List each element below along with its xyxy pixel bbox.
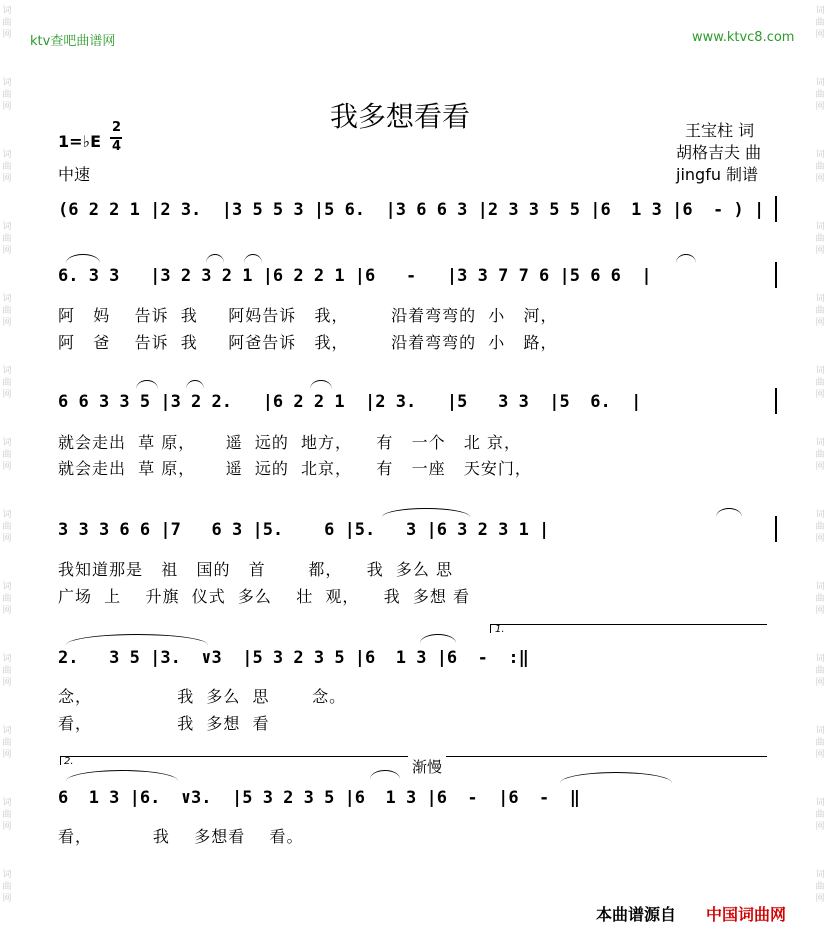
watermark-char: 词: [815, 726, 825, 736]
watermark-char: 网: [2, 462, 12, 472]
lyric-row-5-verse-2: 看， 我 多想 看: [58, 714, 270, 733]
lyric-row-6: 看， 我 多想看 看。: [58, 827, 304, 846]
watermark-char: 词: [815, 366, 825, 376]
ritardando-marking: 渐慢: [408, 756, 446, 777]
watermark-char: 词: [2, 366, 12, 376]
watermark-char: 词: [2, 654, 12, 664]
slur: [136, 380, 158, 389]
watermark-char: 网: [815, 30, 825, 40]
watermark-char: 词: [815, 870, 825, 880]
watermark-char: 网: [2, 390, 12, 400]
watermark-char: 曲: [815, 306, 825, 316]
watermark-char: 网: [2, 30, 12, 40]
watermark-char: 网: [2, 102, 12, 112]
slur: [370, 770, 400, 779]
watermark-char: 网: [815, 246, 825, 256]
lyric-row-3-verse-1: 就会走出 草 原， 遥 远的 地方， 有 一个 北 京，: [58, 433, 521, 452]
watermark-char: 网: [2, 534, 12, 544]
watermark-char: 词: [815, 150, 825, 160]
watermark-char: 词: [2, 222, 12, 232]
slur: [382, 508, 470, 517]
composer: 胡格吉夫 曲: [676, 143, 762, 162]
slur: [66, 254, 100, 263]
slur: [310, 380, 332, 389]
watermark-char: 曲: [2, 378, 12, 388]
source-name: 中国词曲网: [706, 905, 787, 924]
watermark-char: 网: [815, 750, 825, 760]
watermark-char: 曲: [815, 594, 825, 604]
score-row-5-notes: 2. 3 5 |3. ∨3 |5 3 2 3 5 |6 1 3 |6 - :‖: [58, 648, 529, 668]
watermark-char: 曲: [815, 522, 825, 532]
time-signature-bottom: 4: [112, 139, 122, 154]
slur: [66, 770, 178, 781]
watermark-char: 曲: [815, 738, 825, 748]
watermark-char: 曲: [2, 450, 12, 460]
watermark-char: 曲: [815, 18, 825, 28]
slur: [716, 508, 742, 517]
song-title: 我多想看看: [330, 100, 471, 133]
watermark-char: 网: [2, 678, 12, 688]
watermark-char: 曲: [2, 18, 12, 28]
watermark-char: 词: [815, 78, 825, 88]
watermark-char: 曲: [2, 162, 12, 172]
watermark-char: 词: [815, 510, 825, 520]
slur: [66, 634, 208, 645]
left-watermark-strip: [0, 0, 14, 950]
lyric-row-4-verse-2: 广场 上 升旗 仪式 多么 壮 观， 我 多想 看: [58, 587, 470, 606]
watermark-char: 词: [815, 798, 825, 808]
slur: [244, 254, 262, 263]
watermark-char: 曲: [2, 666, 12, 676]
watermark-char: 网: [815, 462, 825, 472]
watermark-char: 词: [2, 582, 12, 592]
watermark-char: 曲: [2, 234, 12, 244]
watermark-char: 词: [815, 294, 825, 304]
tempo-marking: 中速: [58, 165, 91, 184]
watermark-char: 曲: [2, 882, 12, 892]
score-row-1-notes: (6 2 2 1 |2 3. |3 5 5 3 |5 6. |3 6 6 3 |2 3 3 5 5 |6 1 3 |6 - ) |: [58, 200, 765, 220]
second-ending-label: 2.: [64, 756, 74, 767]
slur: [560, 772, 672, 783]
watermark-char: 网: [2, 822, 12, 832]
right-watermark-strip: [813, 0, 827, 950]
watermark-char: 词: [2, 6, 12, 16]
barline: [775, 388, 777, 414]
watermark-char: 曲: [815, 666, 825, 676]
watermark-char: 词: [2, 798, 12, 808]
lyric-row-4-verse-1: 我知道那是 祖 国的 首 都， 我 多么 思: [58, 560, 453, 579]
arranger: jingfu 制谱: [676, 165, 759, 184]
watermark-char: 曲: [2, 810, 12, 820]
watermark-char: 曲: [815, 450, 825, 460]
watermark-char: 网: [2, 894, 12, 904]
site-name-left: ktv查吧曲谱网: [30, 34, 116, 49]
lyricist: 王宝柱 词: [685, 121, 755, 140]
lyric-row-3-verse-2: 就会走出 草 原， 遥 远的 北京， 有 一座 天安门，: [58, 459, 532, 478]
watermark-char: 网: [2, 606, 12, 616]
watermark-char: 网: [815, 174, 825, 184]
watermark-char: 词: [2, 870, 12, 880]
score-row-4-notes: 3 3 3 6 6 |7 6 3 |5. 6 |5. 3 |6 3 2 3 1 |: [58, 520, 550, 540]
watermark-char: 曲: [2, 306, 12, 316]
watermark-char: 词: [815, 582, 825, 592]
first-ending-bracket: [490, 624, 767, 633]
barline: [775, 196, 777, 222]
watermark-char: 词: [815, 6, 825, 16]
barline: [775, 516, 777, 542]
lyric-row-2-verse-2: 阿 爸 告诉 我 阿爸告诉 我， 沿着弯弯的 小 路，: [58, 333, 558, 352]
watermark-char: 词: [815, 222, 825, 232]
watermark-char: 词: [2, 438, 12, 448]
watermark-char: 网: [2, 750, 12, 760]
watermark-char: 网: [2, 246, 12, 256]
score-row-6-notes: 6 1 3 |6. ∨3. |5 3 2 3 5 |6 1 3 |6 - |6 - ‖: [58, 788, 580, 808]
time-signature-top: 2: [112, 120, 122, 135]
key-signature: 1=♭E: [58, 132, 102, 151]
watermark-char: 词: [2, 150, 12, 160]
watermark-char: 词: [2, 510, 12, 520]
watermark-char: 曲: [815, 378, 825, 388]
watermark-char: 网: [2, 318, 12, 328]
watermark-char: 网: [815, 318, 825, 328]
watermark-char: 词: [815, 438, 825, 448]
watermark-char: 网: [815, 894, 825, 904]
slur: [206, 254, 224, 263]
slur: [186, 380, 204, 389]
watermark-char: 网: [815, 678, 825, 688]
site-url-right: www.ktvc8.com: [692, 30, 795, 45]
watermark-char: 网: [815, 606, 825, 616]
slur: [676, 254, 696, 263]
watermark-char: 网: [815, 390, 825, 400]
lyric-row-2-verse-1: 阿 妈 告诉 我 阿妈告诉 我， 沿着弯弯的 小 河，: [58, 306, 558, 325]
watermark-char: 曲: [2, 594, 12, 604]
watermark-char: 网: [815, 102, 825, 112]
watermark-char: 词: [815, 654, 825, 664]
watermark-char: 曲: [815, 234, 825, 244]
watermark-char: 曲: [2, 738, 12, 748]
watermark-char: 词: [2, 294, 12, 304]
watermark-char: 曲: [815, 90, 825, 100]
watermark-char: 曲: [815, 882, 825, 892]
slur: [420, 634, 456, 643]
watermark-char: 网: [2, 174, 12, 184]
lyric-row-5-verse-1: 念， 我 多么 思 念。: [58, 687, 347, 706]
watermark-char: 词: [2, 78, 12, 88]
score-row-2-notes: 6. 3 3 |3 2 3 2 1 |6 2 2 1 |6 - |3 3 7 7 6 |5 6 6 |: [58, 266, 652, 286]
watermark-char: 网: [815, 534, 825, 544]
score-row-3-notes: 6 6 3 3 5 |3 2 2. |6 2 2 1 |2 3. |5 3 3 |5 6. |: [58, 392, 642, 412]
source-label: 本曲谱源自: [596, 905, 677, 924]
first-ending-label: 1.: [495, 624, 505, 635]
watermark-char: 网: [815, 822, 825, 832]
watermark-char: 曲: [815, 810, 825, 820]
watermark-char: 词: [2, 726, 12, 736]
watermark-char: 曲: [2, 522, 12, 532]
watermark-char: 曲: [815, 162, 825, 172]
barline: [775, 262, 777, 288]
watermark-char: 曲: [2, 90, 12, 100]
